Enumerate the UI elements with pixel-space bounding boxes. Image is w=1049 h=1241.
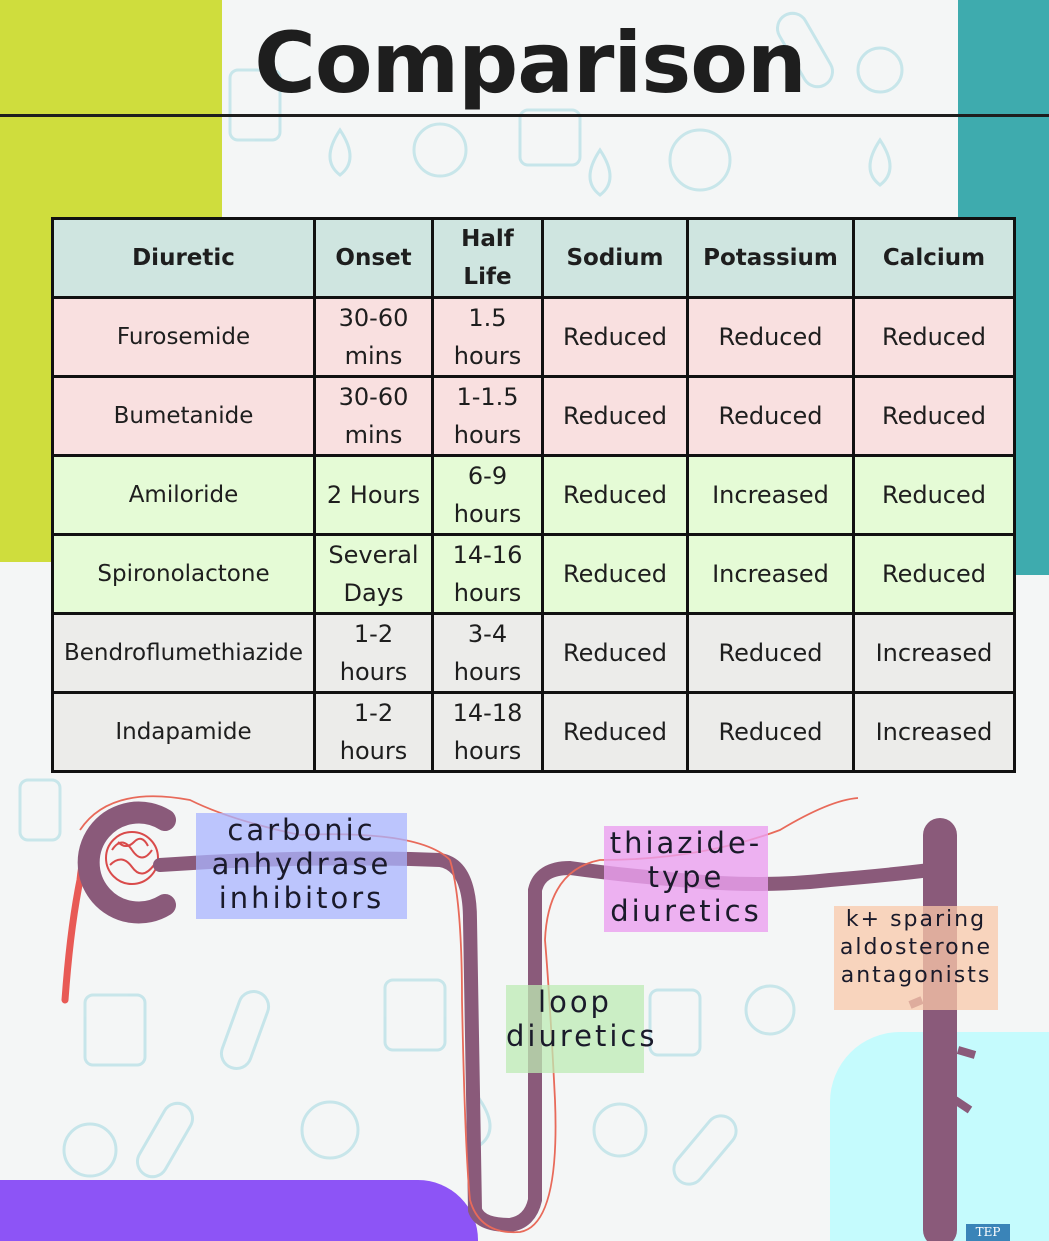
diuretic-comparison-table (51, 217, 1016, 773)
cell-half-life: 6-9 hours (433, 456, 543, 535)
cell-diuretic: Indapamide (53, 693, 315, 772)
cell-half-life: 1-1.5 hours (433, 377, 543, 456)
label-thiazide-type-diuretics: thiazide- type diuretics (604, 826, 768, 932)
cell-half-life: 14-18 hours (433, 693, 543, 772)
header-diuretic: Diuretic (53, 219, 315, 298)
cell-diuretic: Furosemide (53, 298, 315, 377)
table-row (53, 377, 1015, 456)
cell-onset: Several Days (315, 535, 433, 614)
cell-potassium: Reduced (688, 614, 854, 693)
cell-diuretic: Bumetanide (53, 377, 315, 456)
table-header-row (53, 219, 1015, 298)
cell-calcium: Increased (854, 693, 1015, 772)
cell-onset: 2 Hours (315, 456, 433, 535)
cell-onset: 30-60 mins (315, 298, 433, 377)
label-loop-diuretics: loop diuretics (506, 985, 644, 1073)
table-row (53, 535, 1015, 614)
cell-sodium: Reduced (543, 456, 688, 535)
cell-half-life: 3-4 hours (433, 614, 543, 693)
brand-logo: TEP (966, 1224, 1010, 1241)
cell-sodium: Reduced (543, 614, 688, 693)
cell-calcium: Increased (854, 614, 1015, 693)
page-title: Comparison (254, 14, 806, 112)
cell-calcium: Reduced (854, 535, 1015, 614)
header-sodium: Sodium (543, 219, 688, 298)
cell-diuretic: Bendroflumethiazide (53, 614, 315, 693)
cell-onset: 30-60 mins (315, 377, 433, 456)
header-half-life: Half Life (433, 219, 543, 298)
cell-potassium: Increased (688, 535, 854, 614)
table-row (53, 456, 1015, 535)
cell-sodium: Reduced (543, 535, 688, 614)
cell-calcium: Reduced (854, 456, 1015, 535)
header-calcium: Calcium (854, 219, 1015, 298)
cell-calcium: Reduced (854, 377, 1015, 456)
glomerulus (106, 832, 158, 884)
table-row (53, 614, 1015, 693)
cell-potassium: Increased (688, 456, 854, 535)
cell-sodium: Reduced (543, 693, 688, 772)
cell-onset: 1-2 hours (315, 614, 433, 693)
cell-onset: 1-2 hours (315, 693, 433, 772)
cell-half-life: 1.5 hours (433, 298, 543, 377)
cell-half-life: 14-16 hours (433, 535, 543, 614)
cell-diuretic: Amiloride (53, 456, 315, 535)
label-carbonic-anhydrase-inhibitors: carbonic anhydrase inhibitors (196, 813, 407, 919)
cell-potassium: Reduced (688, 298, 854, 377)
cell-sodium: Reduced (543, 298, 688, 377)
cell-diuretic: Spironolactone (53, 535, 315, 614)
cell-sodium: Reduced (543, 377, 688, 456)
cell-potassium: Reduced (688, 377, 854, 456)
label-k-sparing-aldosterone-antagonists: k+ sparing aldosterone antagonists (834, 906, 998, 1010)
header-onset: Onset (315, 219, 433, 298)
cell-potassium: Reduced (688, 693, 854, 772)
title-divider (0, 114, 1049, 117)
header-potassium: Potassium (688, 219, 854, 298)
table-row (53, 693, 1015, 772)
cell-calcium: Reduced (854, 298, 1015, 377)
table-row (53, 298, 1015, 377)
